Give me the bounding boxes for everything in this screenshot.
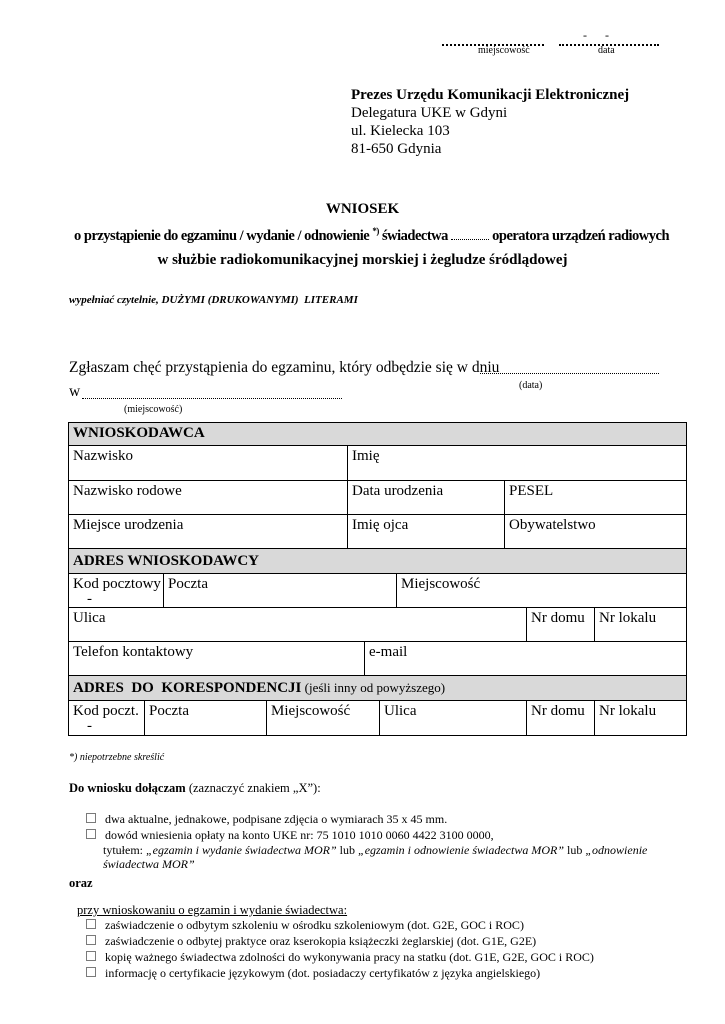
issue-checkbox[interactable] — [86, 951, 96, 961]
street-label: Ulica — [73, 610, 106, 626]
subtitle-footnote-mark: *) — [372, 226, 379, 236]
birthplace-label: Miejsce urodzenia — [73, 517, 184, 533]
issue-checkbox[interactable] — [86, 935, 96, 945]
document-subtitle-line2: w służbie radiokomunikacyjnej morskiej i żegludze śródlądowej — [157, 252, 568, 268]
issue-item — [86, 950, 594, 964]
addressee-line3: ul. Kielecka 103 — [351, 123, 450, 139]
pesel-label: PESEL — [509, 483, 554, 499]
attachments-heading — [69, 781, 321, 796]
date-dashes: - - — [583, 28, 609, 42]
origin-row — [68, 515, 687, 549]
citizenship-field[interactable] — [504, 515, 686, 548]
issue-item-text: zaświadczenie o odbytym szkoleniu w ośrodku szkoleniowym (dot. G2E, GOC i ROC) — [105, 918, 524, 932]
payment-title-option1: „egzamin i wydanie świadectwa MOR” — [146, 843, 337, 857]
document-title: WNIOSEK — [325, 201, 400, 217]
attachments-heading-bold: Do wniosku dołączam — [69, 781, 186, 795]
birthplace-field[interactable] — [69, 515, 347, 548]
first-name-field[interactable] — [347, 446, 686, 480]
exam-place-caption: (miejscowość) — [124, 404, 183, 415]
house-number-field[interactable] — [526, 608, 594, 641]
surname-label: Nazwisko — [73, 448, 133, 464]
attachment-item — [86, 828, 494, 842]
payment-title-option2: „egzamin i odnowienie świadectwa MOR” — [358, 843, 565, 857]
issue-item — [86, 934, 536, 948]
correspondence-section-header — [68, 676, 687, 701]
pesel-field[interactable] — [504, 481, 686, 514]
post-office-field[interactable] — [163, 574, 396, 607]
corr-postal-code-field[interactable] — [69, 701, 144, 735]
issue-item — [86, 966, 540, 980]
corr-post-office-label: Poczta — [149, 703, 189, 719]
payment-title-option3: „odnowienie — [585, 843, 648, 857]
citizenship-label: Obywatelstwo — [509, 517, 596, 533]
phone-field[interactable] — [69, 642, 364, 675]
footnote: *) niepotrzebne skreślić — [69, 752, 165, 763]
certificate-type-blank[interactable] — [451, 229, 489, 240]
correspondence-header-label: ADRES DO KORESPONDENCJI — [73, 680, 302, 696]
payment-title-line2 — [86, 857, 195, 871]
father-name-label: Imię ojca — [352, 517, 409, 533]
issue-item — [86, 918, 524, 932]
oraz-label: oraz — [69, 876, 93, 890]
address-section-header — [68, 549, 687, 574]
correspondence-row — [68, 701, 687, 736]
applicant-section-header — [68, 422, 687, 446]
issue-item-text: zaświadczenie o odbytej praktyce oraz kserokopia książeczki żeglarskiej (dot. G1E, G2E) — [105, 934, 537, 948]
postal-code-field[interactable] — [69, 574, 163, 607]
corr-locality-field[interactable] — [266, 701, 379, 735]
issue-checkbox[interactable] — [86, 967, 96, 977]
first-name-label: Imię — [352, 448, 380, 464]
name-row — [68, 446, 687, 481]
father-name-field[interactable] — [347, 515, 504, 548]
exam-place-field[interactable] — [82, 398, 342, 399]
corr-apartment-number-label: Nr lokalu — [599, 703, 657, 719]
applicant-form — [68, 422, 687, 736]
applicant-header-label: WNIOSKODAWCA — [73, 425, 205, 441]
corr-apartment-number-field[interactable] — [594, 701, 686, 735]
fill-instruction: wypełniać czytelnie, DUŻYMI (DRUKOWANYMI) LITERAMI — [69, 294, 358, 306]
date-caption: data — [598, 45, 615, 56]
corr-house-number-field[interactable] — [526, 701, 594, 735]
exam-date-field[interactable] — [480, 373, 659, 374]
postal-code-dash: - — [87, 591, 92, 607]
address-header-label: ADRES WNIOSKODAWCY — [73, 553, 260, 569]
place-caption: miejscowość — [478, 45, 530, 56]
payment-title-or2: lub — [564, 843, 586, 857]
street-field[interactable] — [69, 608, 526, 641]
attachment-item-text: dowód wniesienia opłaty na konto UKE nr: 75 1010 1010 0060 4422 3100 0000, — [105, 828, 494, 842]
corr-locality-label: Miejscowość — [271, 703, 351, 719]
email-label: e-mail — [369, 644, 408, 660]
corr-post-office-field[interactable] — [144, 701, 266, 735]
issue-item-text: informację o certyfikacie językowym (dot. posiadaczy certyfikatów z języka angielskiego) — [105, 966, 541, 980]
correspondence-header-note: (jeśli inny od powyższego) — [301, 680, 446, 695]
birth-date-label: Data urodzenia — [352, 483, 444, 499]
exam-date-caption: (data) — [519, 380, 543, 391]
document-subtitle — [74, 226, 669, 245]
issue-checkbox[interactable] — [86, 919, 96, 929]
payment-title-prefix: tytułem: — [103, 843, 146, 857]
postal-row — [68, 574, 687, 608]
attachment-item — [86, 812, 447, 826]
correspondence-header — [69, 676, 686, 700]
corr-house-number-label: Nr domu — [531, 703, 585, 719]
post-office-label: Poczta — [168, 576, 208, 592]
subtitle-part1: o przystąpienie do egzaminu / wydanie / odnowienie — [74, 227, 373, 244]
addressee-line4: 81-650 Gdynia — [351, 141, 442, 157]
payment-title-option3-cont: świadectwa MOR” — [103, 857, 195, 871]
family-name-field[interactable] — [69, 481, 347, 514]
phone-label: Telefon kontaktowy — [73, 644, 194, 660]
attachment-checkbox[interactable] — [86, 813, 96, 823]
house-number-label: Nr domu — [531, 610, 585, 626]
street-row — [68, 608, 687, 642]
corr-street-field[interactable] — [379, 701, 526, 735]
payment-title-or1: lub — [336, 843, 359, 857]
corr-street-label: Ulica — [384, 703, 417, 719]
birth-row — [68, 481, 687, 515]
email-field[interactable] — [364, 642, 686, 675]
exam-sentence: Zgłaszam chęć przystąpienia do egzaminu, który odbędzie się w dniu — [69, 359, 500, 376]
corr-postal-code-dash: - — [87, 718, 92, 734]
apartment-number-field[interactable] — [594, 608, 686, 641]
addressee-line1: Prezes Urzędu Komunikacji Elektronicznej — [351, 87, 630, 103]
attachment-item-text: dwa aktualne, jednakowe, podpisane zdjęcia o wymiarach 35 x 45 mm. — [105, 812, 448, 826]
attachments-heading-rest: (zaznaczyć znakiem „X”): — [185, 781, 321, 795]
locality-label: Miejscowość — [401, 576, 481, 592]
family-name-label: Nazwisko rodowe — [73, 483, 182, 499]
locality-field[interactable] — [396, 574, 686, 607]
exam-place-label: w — [69, 383, 81, 400]
apartment-number-label: Nr lokalu — [599, 610, 657, 626]
addressee-block — [351, 86, 629, 158]
payment-title-line1 — [86, 843, 647, 857]
birth-date-field[interactable] — [347, 481, 504, 514]
surname-field[interactable] — [69, 446, 347, 480]
contact-row — [68, 642, 687, 676]
corr-postal-code-label: Kod poczt. — [73, 703, 139, 719]
addressee-line2: Delegatura UKE w Gdyni — [351, 105, 508, 121]
postal-code-label: Kod pocztowy — [73, 576, 161, 592]
issue-section-heading: przy wnioskowaniu o egzamin i wydanie świadectwa: — [77, 903, 348, 917]
subtitle-part2: świadectwa — [378, 227, 451, 244]
issue-item-text: kopię ważnego świadectwa zdolności do wykonywania pracy na statku (dot. G1E, G2E, GOC i ROC) — [105, 950, 594, 964]
subtitle-part3: operatora urządzeń radiowych — [489, 227, 670, 244]
attachment-checkbox[interactable] — [86, 829, 96, 839]
